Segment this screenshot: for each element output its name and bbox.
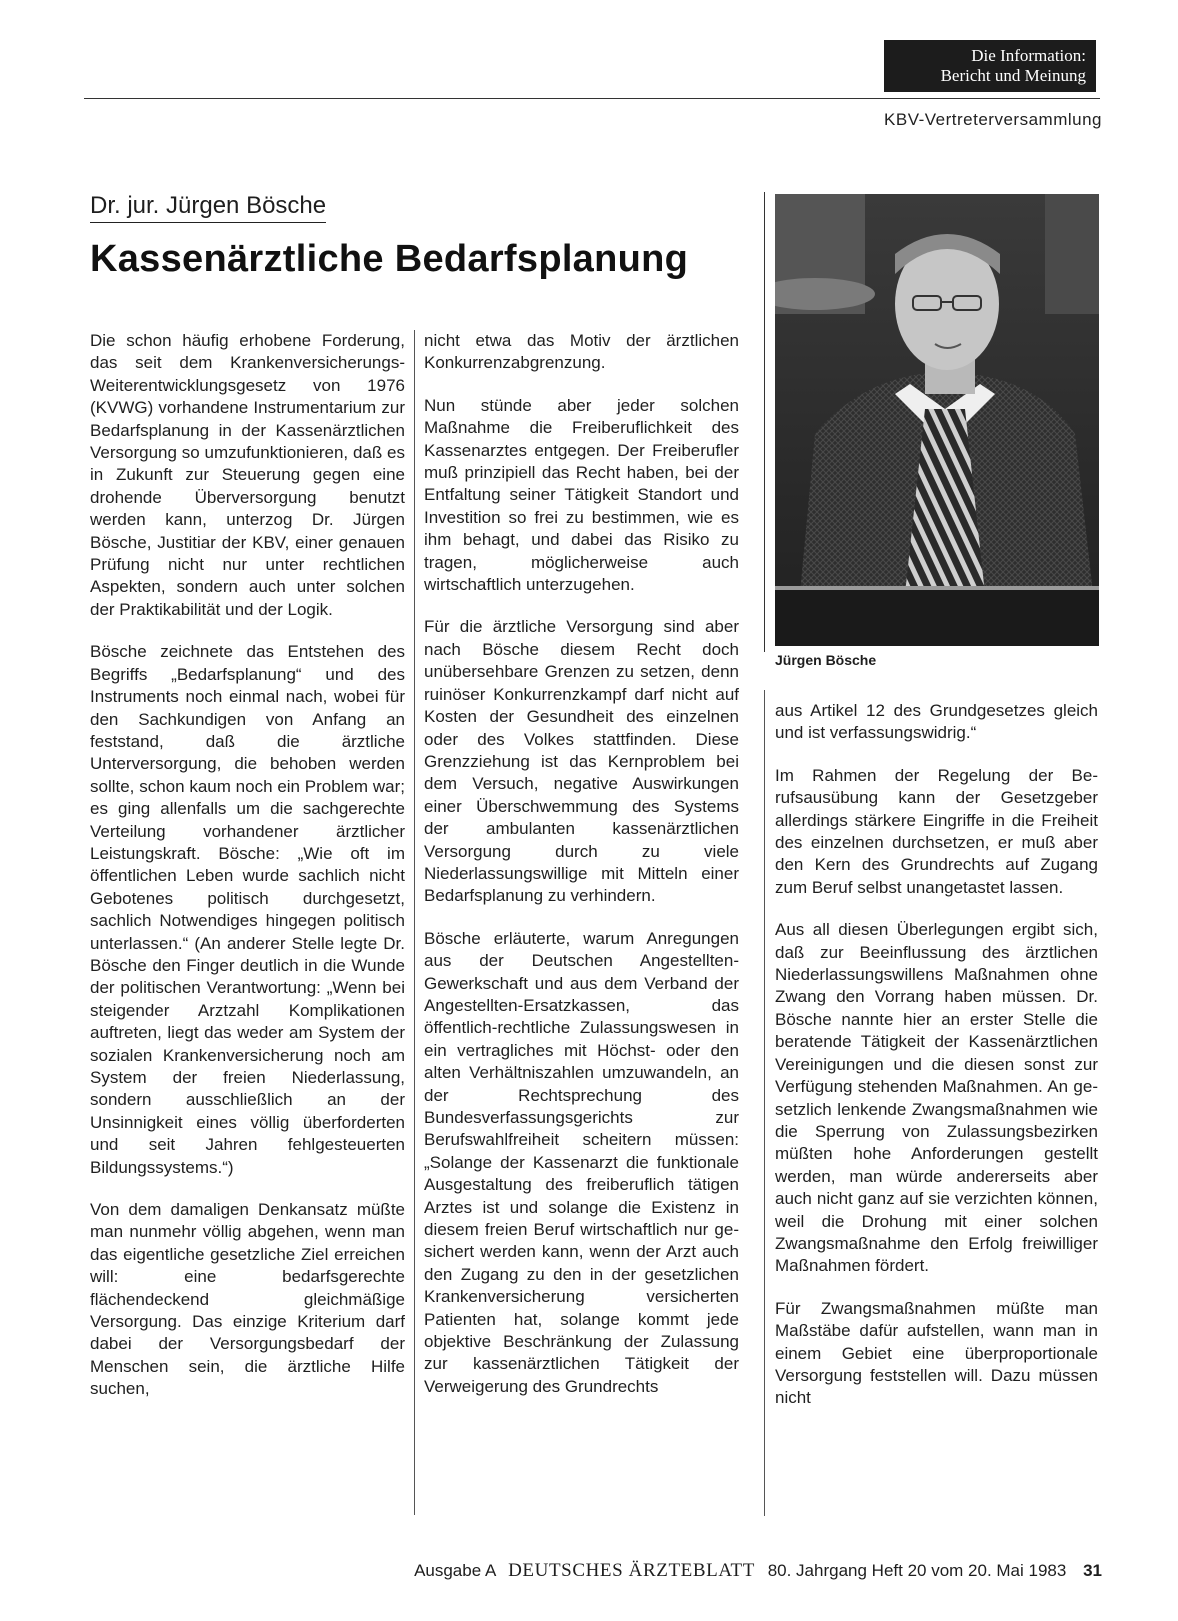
page-footer	[0, 1560, 1102, 1582]
paragraph: Für Zwangsmaßnahmen müßte man Maßstäbe dafür aufstellen, wann man in einem Gebiet eine überproportionale Versorgung feststellen will. Dazu müssen nicht	[775, 1298, 1098, 1408]
paragraph: Für die ärztliche Versorgung sind aber nach Bösche diesem Recht doch unübersehbare Grenzen zu setzen, denn ruinöser Konkurrenzkampf darf nicht auf Kosten der Gesundheit des einzelnen oder des Volkes stattfinden. Diese Grenzziehung ist das Kernproblem bei dem Versuch, negative Auswirkungen einer Überschwemmung des Systems der ambulanten kassenärztlichen Versorgung durch zu viele Niederlassungswillige mit Mitteln einer Bedarfsplanung zu verhindern.	[424, 617, 739, 906]
paragraph: Nun stünde aber jeder solchen Maßnahme die Freiberuflichkeit des Kassenarztes entgegen. Der Freiberufler muß prinzipiell das Recht haben, bei der Entfaltung seiner Tätigkeit Standort und Investition so frei zu bestimmen, wie es ihm behagt, und dabei das Risiko zu tragen, möglicherweise auch wirtschaftlich unterzugehen.	[424, 395, 739, 595]
paragraph: Im Rahmen der Regelung der Berufsausübung kann der Gesetzgeber allerdings stärkere Eingriffe in die Freiheit des einzelnen durchsetzen, er muß aber den Kern des Grundrechts auf Zugang zum Beruf selbst unangetastet lassen.	[775, 765, 1098, 897]
text-column-2	[424, 330, 739, 1418]
badge-line-1: Die Information:	[971, 46, 1086, 65]
author-photo	[775, 194, 1099, 646]
photo-caption: Jürgen Bösche	[775, 652, 877, 668]
section-badge	[884, 40, 1096, 92]
badge-line-2: Bericht und Meinung	[940, 66, 1086, 85]
page-number: 31	[1083, 1561, 1102, 1580]
paragraph: Die schon häufig erhobene Forderung, das seit dem Krankenversicherungs-Weiterentwicklungsgesetz von 1976 (KVWG) vorhandene Instrumentarium zur Bedarfsplanung in der Kassenärztlichen Versorgung so umzufunktionieren, daß es in Zukunft zur Steuerung gegen eine drohende Überversorgung benutzt werden kann, unterzog Dr. Jürgen Bösche, Justitiar der KBV, einer genauen Prüfung nicht nur unter rechtlichen Aspekten, sondern auch unter solchen der Praktikabilität und der Logik.	[90, 331, 405, 619]
footer-issue: 80. Jahrgang Heft 20 vom 20. Mai 1983	[767, 1561, 1067, 1580]
paragraph: Bösche zeichnete das Entstehen des Begriffs „Bedarfsplanung“ und des Instruments noch einmal nach, wobei für den Sachkundigen von Anfang an feststand, daß die ärztliche Unterversorgung, die behoben werden sollte, schon kaum noch ein Problem war; es ging allenfalls um die sachgerechte Verteilung vorhandener ärztlicher Leistungskraft. Bösche: „Wie oft im öffentlichen Leben wurde sachlich nicht Gebotenes politisch durchgesetzt, sachlich Notwendiges hingegen politisch unterlassen.“ (An anderer Stelle legte Dr. Bösche den Finger deutlich in die Wunde der politischen Verantwortung: „Wenn bei steigender Arztzahl Komplikationen auftreten, liegt das weder am System der sozialen Krankenversicherung noch am System der freien Niederlassung, sondern ausschließlich an der Unsinnigkeit eines völlig überforderten und seit Jahren fehlgesteuerten Bildungssystems.“)	[90, 642, 405, 1177]
paragraph: Von dem damaligen Denkansatz müßte man nunmehr völlig abgehen, wenn man das eigentliche gesetzliche Ziel erreichen will: eine bedarfsgerechte flächendeckend gleichmäßige Versorgung. Das einzige Kriterium darf dabei der Versorgungsbedarf der Menschen sein, die ärztliche Hilfe suchen,	[90, 1200, 405, 1399]
photo-divider	[764, 192, 765, 652]
article-author: Dr. jur. Jürgen Bösche	[90, 192, 326, 223]
article-title: Kassenärztliche Bedarfsplanung	[90, 238, 689, 280]
paragraph: aus Artikel 12 des Grundgesetzes gleich und ist verfassungswidrig.“	[775, 701, 1098, 743]
text-column-1	[90, 330, 405, 1421]
paragraph: nicht etwa das Motiv der ärztlichen Konkurrenzabgrenzung.	[424, 331, 739, 373]
footer-edition: Ausgabe A	[414, 1561, 496, 1580]
paragraph: Bösche erläuterte, warum Anregungen aus der Deutschen Angestellten-Gewerkschaft und aus dem Verband der Angestellten-Ersatzkassen, das öffentlich-rechtliche Zulassungswesen in ein vertragliches mit Höchst- oder den alten Verhältniszahlen umzuwandeln, an der Rechtsprechung des Bundesverfassungsgerichts zur Berufswahlfreiheit scheitern müssen: „Solange der Kassenarzt die funktionale Ausgestaltung des freiberuflich tätigen Arztes ist und solange die Existenz in diesem freien Beruf wirtschaftlich nur gesichert werden kann, wenn der Arzt auch den Zugang zu den in der gesetzlichen Krankenversicherung versicherten Patienten hat, solange kommt jede objektive Beschränkung der Zulassung zur kassenärztlichen Tätigkeit der Verweigerung des Grundrechts	[424, 928, 739, 1396]
paragraph: Aus all diesen Überlegungen ergibt sich, daß zur Beeinflussung des ärztlichen Niederlassungswillens Maßnahmen ohne Zwang den Vorrang haben müssen. Dr. Bösche nannte hier an erster Stelle die beratende Tätigkeit der Kassenärztlichen Vereinigungen und die diesen sonst zur Verfügung stehenden Maßnahmen. An gesetzlich lenkende Zwangsmaßnahmen wie die Sperrung von Zulassungsbezirken müßten hohe Anforderungen gestellt werden, man würde andererseits aber auch nicht ganz auf sie verzichten können, weil die Drohung mit einer solchen Zwangsmaßnahme den Erfolg freiwilliger Maßnahmen fördert.	[775, 920, 1098, 1276]
section-label: KBV-Vertreterversammlung	[884, 110, 1102, 129]
column-divider-2	[764, 690, 765, 1516]
header-rule	[84, 98, 1100, 99]
text-column-3	[775, 700, 1098, 1430]
footer-journal: DEUTSCHES ÄRZTEBLATT	[508, 1560, 755, 1581]
column-divider-1	[414, 330, 415, 1515]
